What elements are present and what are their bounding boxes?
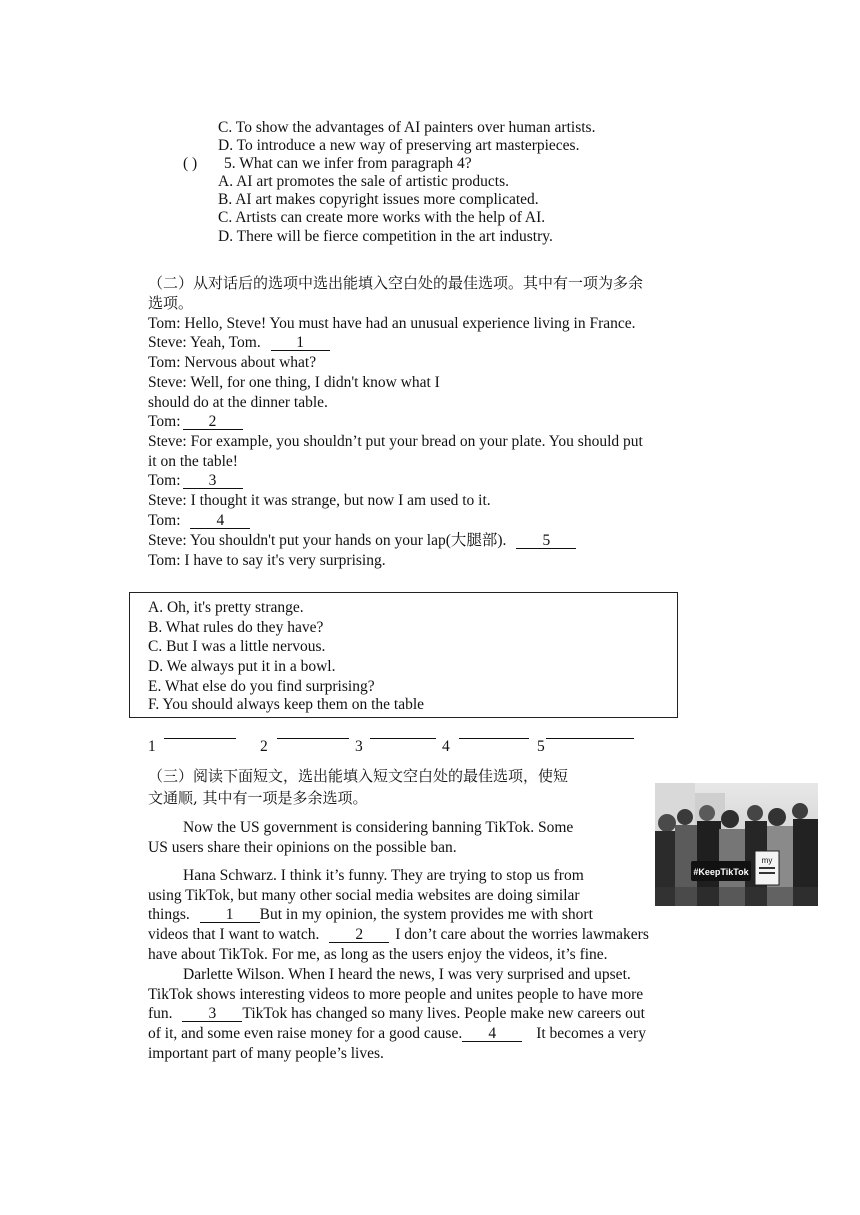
para2-line: [148, 926, 649, 944]
para3-line: [148, 1005, 645, 1023]
passage-blank-3[interactable]: 3: [182, 1006, 242, 1022]
answer-blank-3[interactable]: [370, 738, 436, 739]
answer-label-4: 4: [442, 738, 450, 755]
dialogue-text: Steve: You shouldn't put your hands on your lap(大腿部).: [148, 532, 507, 549]
answer-blank-2[interactable]: [277, 738, 349, 739]
q5-option-d: D. There will be fierce competition in the art industry.: [218, 228, 553, 245]
dialogue-blank-1[interactable]: 1: [271, 335, 330, 351]
part2-instruction: （二）从对话后的选项中选出能填入空白处的最佳选项。其中有一项为多余: [148, 274, 644, 292]
q4-option-c: C. To show the advantages of AI painters over human artists.: [218, 119, 596, 136]
photo-small-sign-text: my: [761, 856, 773, 865]
dialogue-line: Steve: Well, for one thing, I didn't know what I: [148, 374, 440, 391]
para-text: fun.: [148, 1005, 173, 1022]
para-text: videos that I want to watch.: [148, 926, 320, 943]
dialogue-line: [148, 512, 250, 530]
para2-line: [148, 906, 593, 924]
para1-line: Now the US government is considering banning TikTok. Some: [183, 819, 574, 836]
para-text: I don’t care about the worries lawmakers: [395, 926, 649, 943]
dialogue-line: Tom: Nervous about what?: [148, 354, 317, 371]
dialogue-line: it on the table!: [148, 453, 238, 470]
dialogue-text: Tom:: [148, 413, 181, 430]
answer-blank-5[interactable]: [546, 738, 634, 739]
dialogue-text: Tom:: [148, 472, 181, 489]
photo-sign-text: #KeepTikTok: [693, 867, 749, 877]
para3-line: important part of many people’s lives.: [148, 1045, 384, 1062]
para3-line: TikTok shows interesting videos to more people and unites people to have more: [148, 986, 644, 1003]
para3-line: [148, 1025, 646, 1043]
q5-stem: 5. What can we infer from paragraph 4?: [224, 155, 472, 172]
para-text: TikTok has changed so many lives. People make new careers out: [242, 1005, 645, 1022]
q4-option-d: D. To introduce a new way of preserving art masterpieces.: [218, 137, 580, 154]
para-text: of it, and some even raise money for a good cause.: [148, 1025, 463, 1042]
option-b: B. What rules do they have?: [148, 619, 324, 636]
answer-label-3: 3: [355, 738, 363, 755]
q5-option-b: B. AI art makes copyright issues more complicated.: [218, 191, 539, 208]
dialogue-line: Steve: For example, you shouldn’t put your bread on your plate. You should put: [148, 433, 643, 450]
para-text: things.: [148, 906, 190, 923]
option-d: D. We always put it in a bowl.: [148, 658, 336, 675]
passage-blank-1[interactable]: 1: [200, 907, 260, 923]
dialogue-blank-2[interactable]: 2: [183, 414, 243, 430]
dialogue-line: Tom: Hello, Steve! You must have had an unusual experience living in France.: [148, 315, 636, 332]
para2-line: Hana Schwarz. I think it’s funny. They are trying to stop us from: [183, 867, 584, 884]
dialogue-line: [148, 532, 576, 550]
para-text: It becomes a very: [536, 1025, 646, 1042]
dialogue-line: should do at the dinner table.: [148, 394, 328, 411]
part2-instruction-cont: 选项。: [148, 294, 194, 312]
dialogue-line: [148, 472, 243, 490]
part3-instruction-cont: 文通顺, 其中有一项是多余选项。: [148, 789, 368, 807]
dialogue-text: Steve: Yeah, Tom.: [148, 334, 261, 351]
dialogue-blank-3[interactable]: 3: [183, 473, 243, 489]
para2-line: have about TikTok. For me, as long as the users enjoy the videos, it’s fine.: [148, 946, 608, 963]
para2-line: using TikTok, but many other social media websites are doing similar: [148, 887, 580, 904]
q5-option-a: A. AI art promotes the sale of artistic products.: [218, 173, 509, 190]
dialogue-blank-5[interactable]: 5: [516, 533, 576, 549]
answer-label-2: 2: [260, 738, 268, 755]
answer-label-1: 1: [148, 738, 156, 755]
option-c: C. But I was a little nervous.: [148, 638, 326, 655]
answer-blank-4[interactable]: [459, 738, 529, 739]
dialogue-line: [148, 334, 330, 352]
option-a: A. Oh, it's pretty strange.: [148, 599, 304, 616]
para1-line: US users share their opinions on the possible ban.: [148, 839, 457, 856]
dialogue-blank-4[interactable]: 4: [190, 513, 250, 529]
part3-instruction: （三）阅读下面短文，选出能填入短文空白处的最佳选项，使短: [148, 767, 569, 785]
para3-line: Darlette Wilson. When I heard the news, I was very surprised and upset.: [183, 966, 631, 983]
dialogue-line: Steve: I thought it was strange, but now I am used to it.: [148, 492, 491, 509]
para-text: But in my opinion, the system provides me with short: [259, 906, 593, 923]
dialogue-line: [148, 413, 243, 431]
answer-label-5: 5: [537, 738, 545, 755]
dialogue-text: Tom:: [148, 512, 181, 529]
dialogue-line: Tom: I have to say it's very surprising.: [148, 552, 386, 569]
passage-blank-4[interactable]: 4: [462, 1026, 522, 1042]
q5-bracket[interactable]: ( ): [183, 155, 198, 172]
passage-blank-2[interactable]: 2: [329, 927, 389, 943]
rally-photo-illustration: [655, 783, 818, 906]
q5-option-c: C. Artists can create more works with the help of AI.: [218, 209, 546, 226]
option-e: E. What else do you find surprising?: [148, 678, 375, 695]
option-f: F. You should always keep them on the table: [148, 696, 425, 713]
keeptiktok-rally-photo: [655, 783, 818, 906]
answer-blank-1[interactable]: [164, 738, 236, 739]
